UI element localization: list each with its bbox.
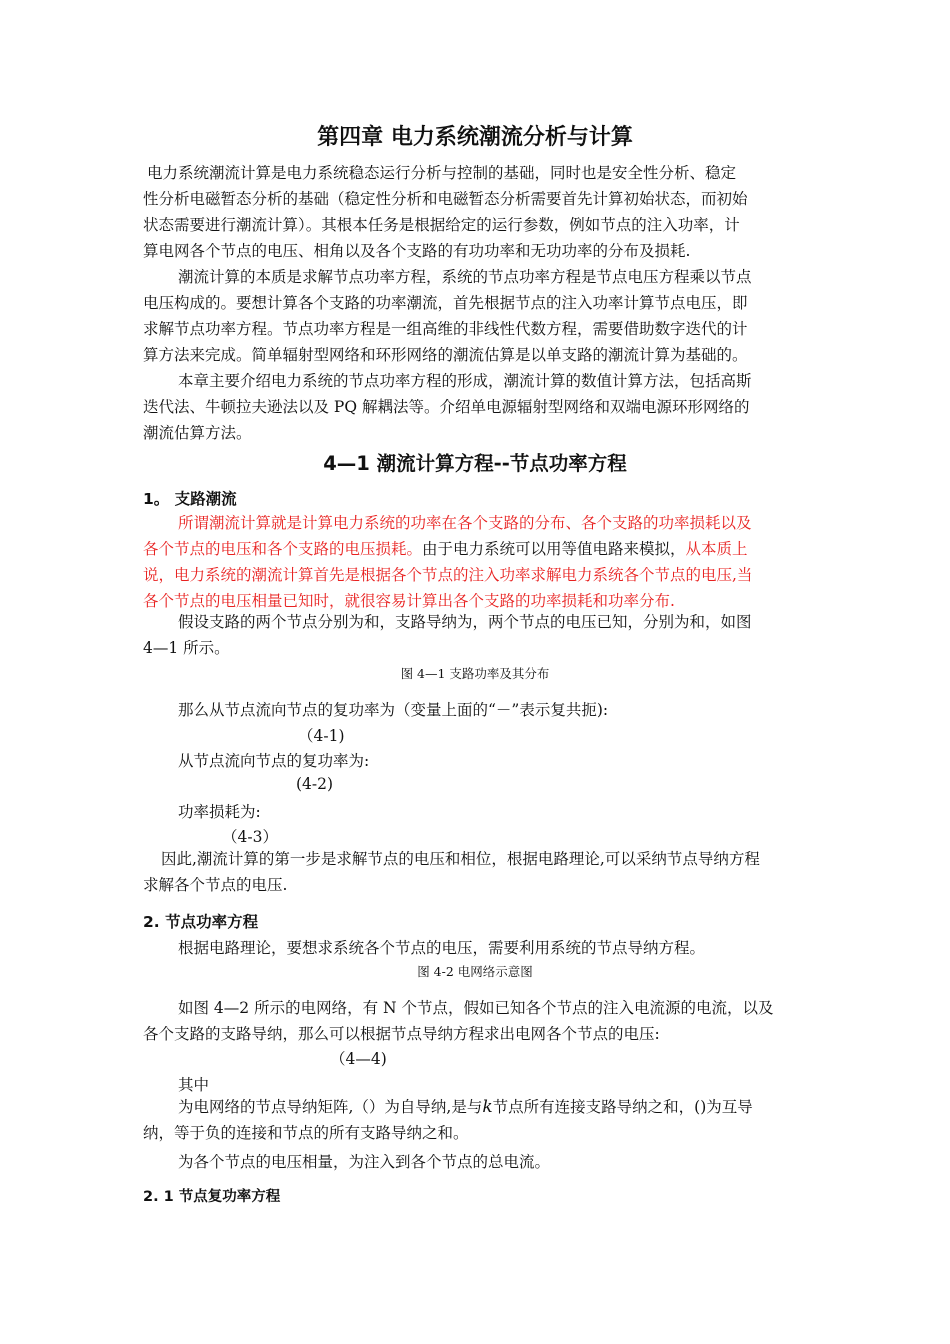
- text-line: 各个节点的电压相量已知时，就很容易计算出各个支路的功率损耗和功率分布.: [143, 592, 675, 610]
- therefore-paragraph: [143, 846, 813, 898]
- text-line: 求解各个节点的电压.: [143, 876, 288, 894]
- black-text: 由于电力系统可以用等值电路来模拟，: [422, 540, 686, 558]
- text-line: 纳，等于负的连接和节点的所有支路导纳之和。: [143, 1124, 469, 1142]
- text-line: 电力系统潮流计算是电力系统稳态运行分析与控制的基础，同时也是安全性分析、稳定: [147, 164, 737, 182]
- text-line: 4—1 所示。: [143, 639, 230, 657]
- assume-paragraph: [143, 609, 813, 661]
- text-line: 算电网各个节点的电压、相角以及各个支路的有功功率和无功功率的分布及损耗.: [143, 242, 691, 260]
- text-line: 因此,潮流计算的第一步是求解节点的电压和相位，根据电路理论,可以采纳节点导纳方程: [161, 850, 760, 868]
- intro-paragraph-2: [143, 264, 813, 368]
- italic-k: k: [482, 1097, 493, 1117]
- text-line: 本章主要介绍电力系统的节点功率方程的形成，潮流计算的数值计算方法，包括高斯: [178, 372, 752, 390]
- text-line: 如图 4—2 所示的电网络，有 N 个节点，假如已知各个节点的注入电流源的电流，以及: [178, 999, 774, 1017]
- figure-caption-4-2: 图 4-2 电网络示意图: [417, 964, 533, 979]
- circuit-text: 根据电路理论，要想求系统各个节点的电压，需要利用系统的节点导纳方程。: [178, 939, 706, 957]
- text-line: 性分析电磁暂态分析的基础（稳定性分析和电磁暂态分析需要首先计算初始状态，而初始: [143, 190, 748, 208]
- flow-text-1: 那么从节点流向节点的复功率为（变量上面的“－”表示复共扼):: [178, 701, 609, 719]
- text-line: 说，电力系统的潮流计算首先是根据各个节点的注入功率求解电力系统各个节点的电压,当: [143, 566, 753, 584]
- subsection-heading-node-power: 2. 节点功率方程: [143, 913, 259, 931]
- intro-paragraph-3: [143, 368, 813, 446]
- equation-number-4-2: (4-2): [296, 775, 334, 793]
- definition-text-2: 为各个节点的电压相量，为注入到各个节点的总电流。: [178, 1153, 551, 1171]
- text-line: 假设支路的两个节点分别为和，支路导纳为，两个节点的电压已知，分别为和，如图: [178, 613, 752, 631]
- text-line: 电压构成的。要想计算各个支路的功率潮流，首先根据节点的注入功率计算节点电压，即: [143, 294, 748, 312]
- text-line: 求解节点功率方程。节点功率方程是一组高维的非线性代数方程，需要借助数字迭代的计: [143, 320, 748, 338]
- definition-paragraph: [143, 1094, 813, 1146]
- loss-text: 功率损耗为:: [178, 803, 261, 821]
- text-span: 为电网络的节点导纳矩阵,（）为自导纳,是与: [178, 1098, 483, 1116]
- text-line: 所谓潮流计算就是计算电力系统的功率在各个支路的分布、各个支路的功率损耗以及: [178, 514, 752, 532]
- text-line: 状态需要进行潮流计算）。其根本任务是根据给定的运行参数，例如节点的注入功率，计: [143, 216, 740, 234]
- figure-caption-4-1: 图 4—1 支路功率及其分布: [400, 666, 550, 681]
- subsection-heading-node-complex-power: 2. 1 节点复功率方程: [143, 1189, 281, 1205]
- text-line: [143, 1094, 813, 1120]
- subsection-heading-branch-flow: 1。 支路潮流: [143, 490, 237, 508]
- section-heading: 4—1 潮流计算方程--节点功率方程: [323, 452, 627, 475]
- intro-paragraph-1: [143, 160, 813, 264]
- flow-text-2: 从节点流向节点的复功率为:: [178, 752, 370, 770]
- network-paragraph: [143, 995, 813, 1047]
- where-text: 其中: [178, 1076, 210, 1094]
- red-text: 从本质上: [685, 540, 748, 558]
- red-text: 各个节点的电压和各个支路的电压损耗。: [143, 540, 423, 558]
- equation-number-4-1: （4-1): [298, 727, 345, 745]
- text-line: 潮流估算方法。: [143, 424, 252, 442]
- text-span: 节点所有连接支路导纳之和，()为互导: [492, 1098, 753, 1116]
- text-line: [143, 536, 813, 562]
- text-line: 潮流计算的本质是求解节点功率方程，系统的节点功率方程是节点电压方程乘以节点: [178, 268, 752, 286]
- text-line: 各个支路的支路导纳，那么可以根据节点导纳方程求出电网各个节点的电压:: [143, 1025, 660, 1043]
- equation-number-4-4: （4—4): [330, 1050, 387, 1068]
- highlighted-paragraph: [143, 510, 813, 614]
- equation-number-4-3: （4-3）: [222, 828, 278, 846]
- chapter-title: 第四章 电力系统潮流分析与计算: [317, 124, 633, 150]
- text-line: 算方法来完成。简单辐射型网络和环形网络的潮流估算是以单支路的潮流计算为基础的。: [143, 346, 748, 364]
- text-line: 迭代法、牛顿拉夫逊法以及 PQ 解耦法等。介绍单电源辐射型网络和双端电源环形网络的: [143, 398, 750, 416]
